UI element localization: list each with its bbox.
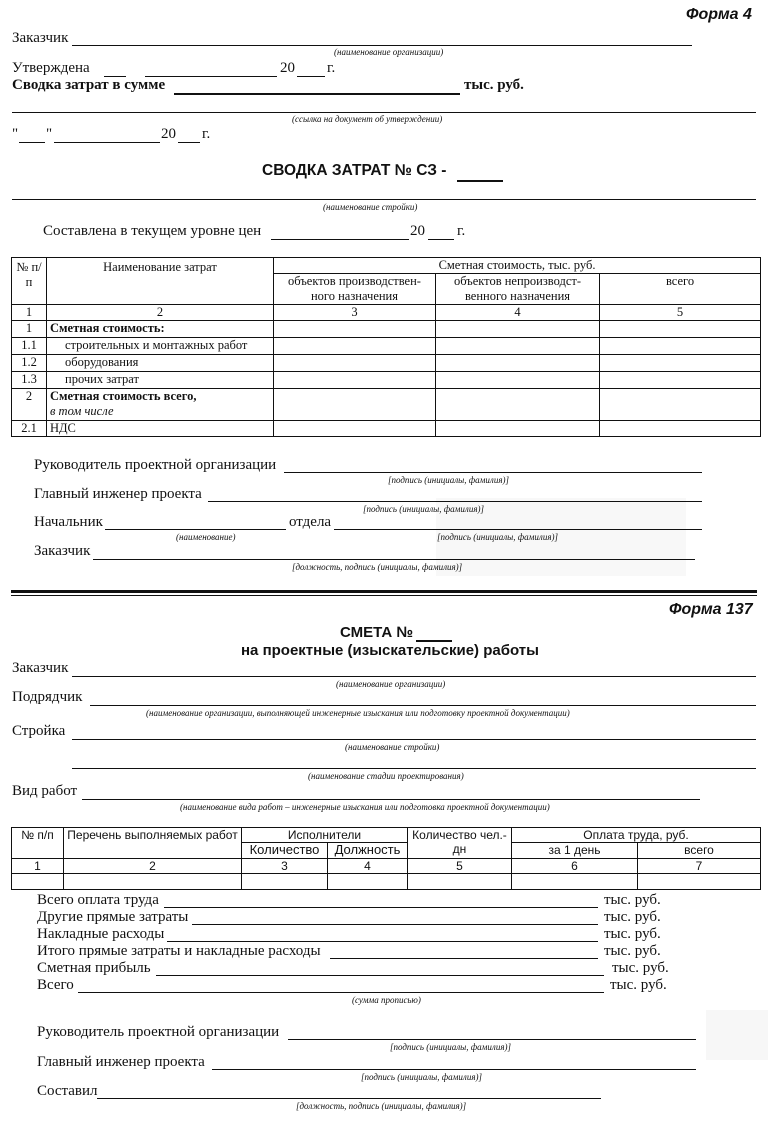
form137-title: СМЕТА № (340, 624, 414, 641)
form4-cell-prod[interactable] (274, 355, 436, 372)
form4-construction-field[interactable] (12, 199, 756, 200)
form4-cell-total[interactable] (600, 372, 761, 389)
form4-row-name: строительных и монтажных работ (47, 338, 274, 355)
form4-cell-total[interactable] (600, 421, 761, 437)
form137-customer-caption: (наименование организации) (336, 679, 446, 689)
form137-total-field[interactable] (78, 992, 604, 993)
table-row (12, 421, 761, 437)
form4-cell-total[interactable] (600, 389, 761, 421)
form4-row-num: 1.1 (12, 338, 47, 355)
form137-total-label: Всего (37, 977, 74, 993)
form137-customer-label: Заказчик (12, 660, 69, 676)
table-row (12, 321, 761, 338)
form4-approved-year-prefix: 20 (280, 60, 295, 76)
form137-stage-caption: (наименование стадии проектирования) (308, 771, 464, 781)
form4-customer-sign-label: Заказчик (34, 543, 91, 559)
form4-row-name: прочих затрат (47, 372, 274, 389)
form4-customer-caption: (наименование организации) (334, 47, 444, 57)
form4-row-name: НДС (47, 421, 274, 437)
form4-chief-signature-field[interactable] (208, 501, 702, 502)
form4-cell-nonprod[interactable] (436, 321, 600, 338)
form137-made-caption: [должность, подпись (инициалы, фамилия)] (296, 1101, 467, 1111)
form4-date-year-field[interactable] (178, 142, 200, 143)
form4-date-day-field[interactable] (19, 142, 45, 143)
form4-table-colnum: 4 (436, 305, 600, 321)
form137-head-caption: [подпись (инициалы, фамилия)] (390, 1042, 511, 1052)
forms-separator-thin (11, 595, 757, 596)
form4-approved-year-field[interactable] (297, 76, 325, 77)
form4-row-num: 2 (12, 389, 47, 421)
form4-date-quote-open: " (12, 126, 19, 142)
form137-contractor-caption: (наименование организации, выполняющей инженерные изыскания или подготовку проектной документации) (146, 708, 570, 718)
form4-cell-nonprod[interactable] (436, 372, 600, 389)
form4-price-level-year-suffix: г. (457, 223, 466, 239)
form4-chief-label: Главный инженер проекта (34, 486, 202, 502)
form137-subtitle: на проектные (изыскательские) работы (241, 642, 539, 659)
form4-cost-table (11, 257, 761, 437)
form4-table-colnum: 1 (12, 305, 47, 321)
form137-head-signature-field[interactable] (288, 1039, 696, 1040)
form137-cell[interactable] (242, 874, 328, 890)
form4-row-num: 1.3 (12, 372, 47, 389)
form137-total-field[interactable] (192, 924, 598, 925)
form137-cell[interactable] (328, 874, 408, 890)
form4-head-label: Руководитель проектной организации (34, 457, 277, 473)
form4-table-colnum: 3 (274, 305, 436, 321)
form137-works-table (11, 827, 761, 890)
form137-chief-signature-field[interactable] (212, 1069, 696, 1070)
form4-cell-prod[interactable] (274, 372, 436, 389)
form4-row-num: 1.2 (12, 355, 47, 372)
form4-summary-sum-unit: тыс. руб. (464, 77, 524, 93)
form4-table-header-nonprod: объектов непроизводст- венного назначения (436, 274, 600, 305)
form4-approved-year-suffix: г. (327, 60, 336, 76)
form4-table-header-prod: объектов производствен- ного назначения (274, 274, 436, 305)
form4-row-name: оборудования (47, 355, 274, 372)
form4-summary-sum-field[interactable] (174, 93, 460, 95)
table-row (12, 372, 761, 389)
form4-cell-total[interactable] (600, 355, 761, 372)
form137-header-pay: Оплата труда, руб. (512, 828, 761, 843)
form4-price-level-month-field[interactable] (271, 239, 409, 240)
scan-shadow (706, 1010, 768, 1060)
form4-cell-nonprod[interactable] (436, 421, 600, 437)
table-row (12, 355, 761, 372)
form4-dept-signature-field[interactable] (334, 529, 702, 530)
form137-colnum: 2 (64, 859, 242, 874)
form137-cell[interactable] (512, 874, 638, 890)
form4-approval-ref-field[interactable] (12, 112, 756, 113)
form4-approved-label: Утверждена (12, 60, 90, 76)
form137-total-field[interactable] (156, 975, 604, 976)
form137-total-label: Накладные расходы (37, 926, 165, 942)
form4-row-name: Сметная стоимость всего, (50, 389, 197, 403)
form137-total-field[interactable] (164, 907, 598, 908)
form4-cell-nonprod[interactable] (436, 338, 600, 355)
form137-cell[interactable] (408, 874, 512, 890)
form4-row-num: 2.1 (12, 421, 47, 437)
form4-date-quote-close: " (46, 126, 53, 142)
form4-label: Форма 4 (686, 6, 752, 23)
form137-cell[interactable] (64, 874, 242, 890)
form137-total-unit: тыс. руб. (604, 909, 661, 925)
form4-head-caption: [подпись (инициалы, фамилия)] (388, 475, 509, 485)
form4-construction-caption: (наименование стройки) (323, 202, 418, 212)
form137-header-list: Перечень выполняемых работ (64, 828, 242, 859)
form137-made-label: Составил (37, 1083, 98, 1099)
form137-colnum: 3 (242, 859, 328, 874)
form137-chief-label: Главный инженер проекта (37, 1054, 205, 1070)
form137-stage-field[interactable] (72, 768, 756, 769)
form4-customer-signature-field[interactable] (93, 559, 695, 560)
form4-cell-nonprod[interactable] (436, 389, 600, 421)
form137-total-field[interactable] (330, 958, 598, 959)
form137-colnum: 7 (638, 859, 761, 874)
form137-header-mandays: Количество чел.-дн (408, 828, 512, 859)
form4-cell-prod[interactable] (274, 421, 436, 437)
table-row (12, 338, 761, 355)
form4-table-header-total: всего (600, 274, 761, 305)
table-row (12, 874, 761, 890)
form137-total-unit: тыс. руб. (604, 943, 661, 959)
form4-date-year-suffix: г. (202, 126, 211, 142)
form137-header-total: всего (638, 843, 761, 859)
form4-cell-total[interactable] (600, 321, 761, 338)
form137-total-label: Другие прямые затраты (37, 909, 189, 925)
form137-chief-caption: [подпись (инициалы, фамилия)] (361, 1072, 482, 1082)
form4-chief-caption: [подпись (инициалы, фамилия)] (363, 504, 484, 514)
form4-customer-label: Заказчик (12, 30, 69, 46)
form4-head-signature-field[interactable] (284, 472, 702, 473)
form4-table-header-num: № п/п (12, 258, 47, 305)
form137-worktype-field[interactable] (82, 799, 700, 800)
form4-cell-total[interactable] (600, 338, 761, 355)
form137-head-label: Руководитель проектной организации (37, 1024, 280, 1040)
form137-total-unit: тыс. руб. (612, 960, 669, 976)
form137-header-qty: Количество (242, 843, 328, 859)
form4-cell-prod[interactable] (274, 338, 436, 355)
form137-total-label: Сметная прибыль (37, 960, 151, 976)
form4-date-month-field[interactable] (54, 142, 160, 143)
form4-cell-prod[interactable] (274, 321, 436, 338)
form137-customer-field[interactable] (72, 676, 756, 677)
form137-cell[interactable] (638, 874, 761, 890)
form4-dept-name-field[interactable] (105, 529, 286, 530)
form137-worktype-label: Вид работ (12, 783, 78, 799)
form137-colnum: 5 (408, 859, 512, 874)
form4-customer-field[interactable] (72, 45, 692, 46)
form4-dept-name-caption: (наименование) (176, 532, 236, 542)
form137-total-unit: тыс. руб. (604, 926, 661, 942)
form137-total-label: Всего оплата труда (37, 892, 159, 908)
form4-title: СВОДКА ЗАТРАТ № СЗ - (262, 162, 447, 179)
form137-worktype-caption: (наименование вида работ – инженерные изыскания или подготовка проектной документации) (180, 802, 550, 812)
form137-colnum: 1 (12, 859, 64, 874)
form4-price-level-label: Составлена в текущем уровне цен (43, 223, 262, 239)
form4-dept-label: отдела (289, 514, 332, 530)
form137-total-field[interactable] (167, 941, 598, 942)
form4-row-name: Сметная стоимость: (47, 321, 274, 338)
form4-date-year-prefix: 20 (161, 126, 176, 142)
form4-row-name-cell (47, 389, 274, 421)
form137-header-num: № п/п (12, 828, 64, 859)
form137-construction-field[interactable] (72, 739, 756, 740)
form4-price-level-year-prefix: 20 (410, 223, 425, 239)
form137-header-perday: за 1 день (512, 843, 638, 859)
form4-row-subname: в том числе (50, 404, 114, 418)
form137-label: Форма 137 (669, 601, 753, 618)
form4-price-level-year-field[interactable] (428, 239, 454, 240)
form137-contractor-field[interactable] (90, 705, 756, 706)
form4-customer-sign-caption: [должность, подпись (инициалы, фамилия)] (292, 562, 463, 572)
form137-construction-caption: (наименование стройки) (345, 742, 440, 752)
form4-summary-sum-label: Сводка затрат в сумме (12, 77, 166, 93)
form137-total-label: Итого прямые затраты и накладные расходы (37, 943, 321, 959)
form4-row-num: 1 (12, 321, 47, 338)
table-row (12, 389, 761, 421)
form137-header-exec: Исполнители (242, 828, 408, 843)
form4-table-colnum: 2 (47, 305, 274, 321)
form4-cell-prod[interactable] (274, 389, 436, 421)
form137-sum-words-caption: (сумма прописью) (352, 995, 421, 1005)
form137-construction-label: Стройка (12, 723, 66, 739)
form137-total-unit: тыс. руб. (610, 977, 667, 993)
form137-colnum: 6 (512, 859, 638, 874)
form4-table-header-cost: Сметная стоимость, тыс. руб. (274, 258, 761, 274)
form137-total-unit: тыс. руб. (604, 892, 661, 908)
form4-title-number-field[interactable] (457, 180, 503, 182)
form4-dept-sign-caption: [подпись (инициалы, фамилия)] (437, 532, 558, 542)
form137-cell[interactable] (12, 874, 64, 890)
form137-colnum: 4 (328, 859, 408, 874)
form137-header-pos: Должность (328, 843, 408, 859)
forms-separator-thick (11, 590, 757, 593)
form4-dept-head-label: Начальник (34, 514, 103, 530)
form4-cell-nonprod[interactable] (436, 355, 600, 372)
form4-table-header-name: Наименование затрат (47, 258, 274, 305)
form137-made-signature-field[interactable] (97, 1098, 601, 1099)
form137-contractor-label: Подрядчик (12, 689, 83, 705)
form4-table-colnum: 5 (600, 305, 761, 321)
form4-approval-ref-caption: (ссылка на документ об утверждении) (292, 114, 443, 124)
